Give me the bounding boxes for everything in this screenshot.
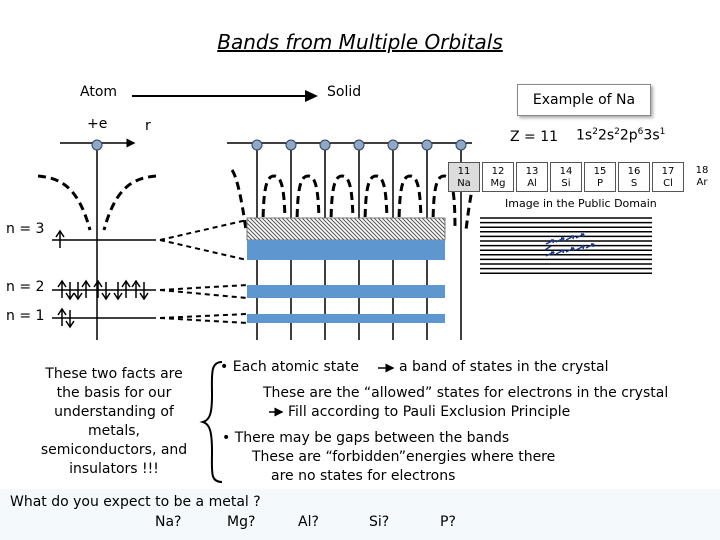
bullet-1b: a band of states in the crystal [399, 359, 609, 375]
forbidden-line-1: These are “forbidden”energies where there [252, 449, 556, 465]
config-1s: 1s [576, 127, 593, 144]
bullet-2: • There may be gaps between the bands [222, 430, 510, 446]
r-label: r [145, 118, 151, 134]
config-sup: 2 [614, 127, 620, 137]
bullet-1-text: Each atomic state [232, 359, 359, 375]
config-sup: 6 [637, 127, 644, 137]
config-sup: 1 [659, 127, 666, 137]
element-symbol: P [596, 178, 604, 189]
element-symbol: Mg [490, 178, 506, 189]
config-sup: 2 [592, 127, 598, 137]
ion-core [286, 140, 296, 150]
answer-option: P? [440, 514, 456, 530]
image-credit: Image in the Public Domain [505, 197, 657, 210]
plus-e-label: +e [87, 116, 108, 132]
element-cell-ar [686, 162, 718, 192]
element-cell-s [618, 162, 650, 192]
config-2s: 2s [597, 127, 615, 144]
element-symbol: Cl [663, 178, 673, 189]
bullet-2-text: There may be gaps between the bands [234, 430, 510, 446]
answer-option: Al? [298, 514, 319, 530]
ion-core [422, 140, 432, 150]
element-cell-cl [652, 162, 684, 192]
config-2p: 2p [619, 127, 638, 144]
ion-core [354, 140, 364, 150]
element-symbol: Na [457, 178, 471, 189]
config-3s: 3s [643, 127, 660, 144]
element-number: 18 [695, 165, 709, 176]
answer-option: Na? [155, 514, 182, 530]
allowed-line: These are the “allowed” states for electrons in the crystal [263, 385, 669, 401]
atom-to-solid-arrow [305, 90, 318, 102]
level-n1-label: n = 1 [6, 308, 45, 324]
z-label: Z = 11 [510, 129, 559, 145]
element-number: 11 [457, 166, 471, 177]
answer-option: Mg? [227, 514, 256, 530]
element-cell-mg [482, 162, 514, 192]
element-symbol: Al [527, 178, 537, 189]
element-symbol: Ar [696, 177, 708, 188]
element-cell-p [584, 162, 616, 192]
ion-core [252, 140, 262, 150]
element-number: 12 [491, 166, 505, 177]
level-n3-label: n = 3 [6, 221, 45, 237]
element-cell-na [448, 162, 480, 192]
atom-label: Atom [80, 84, 118, 100]
bullet-1: • Each atomic state [220, 359, 359, 375]
element-cell-al [516, 162, 548, 192]
ion-core [456, 140, 466, 150]
question-text: What do you expect to be a metal ? [10, 494, 261, 510]
element-symbol: Si [561, 178, 571, 189]
electron-config [576, 127, 665, 144]
page-title: Bands from Multiple Orbitals [217, 30, 503, 54]
element-number: 15 [593, 166, 607, 177]
forbidden-line-2: are no states for electrons [271, 468, 456, 484]
ion-core [320, 140, 330, 150]
element-number: 13 [525, 166, 539, 177]
facts-text: These two facts are the basis for our understanding of metals, semiconductors, and insulators !!! [40, 366, 188, 477]
element-number: 14 [559, 166, 573, 177]
answer-option: Si? [369, 514, 390, 530]
element-symbol: S [630, 178, 638, 189]
level-n2-label: n = 2 [6, 279, 45, 295]
element-cell-si [550, 162, 582, 192]
element-number: 17 [661, 166, 675, 177]
fill-line: Fill according to Pauli Exclusion Principle [288, 404, 571, 420]
solid-label: Solid [327, 84, 362, 100]
element-number: 16 [627, 166, 641, 177]
example-label: Example of Na [532, 92, 636, 108]
ion-core [388, 140, 398, 150]
example-box [517, 84, 651, 116]
